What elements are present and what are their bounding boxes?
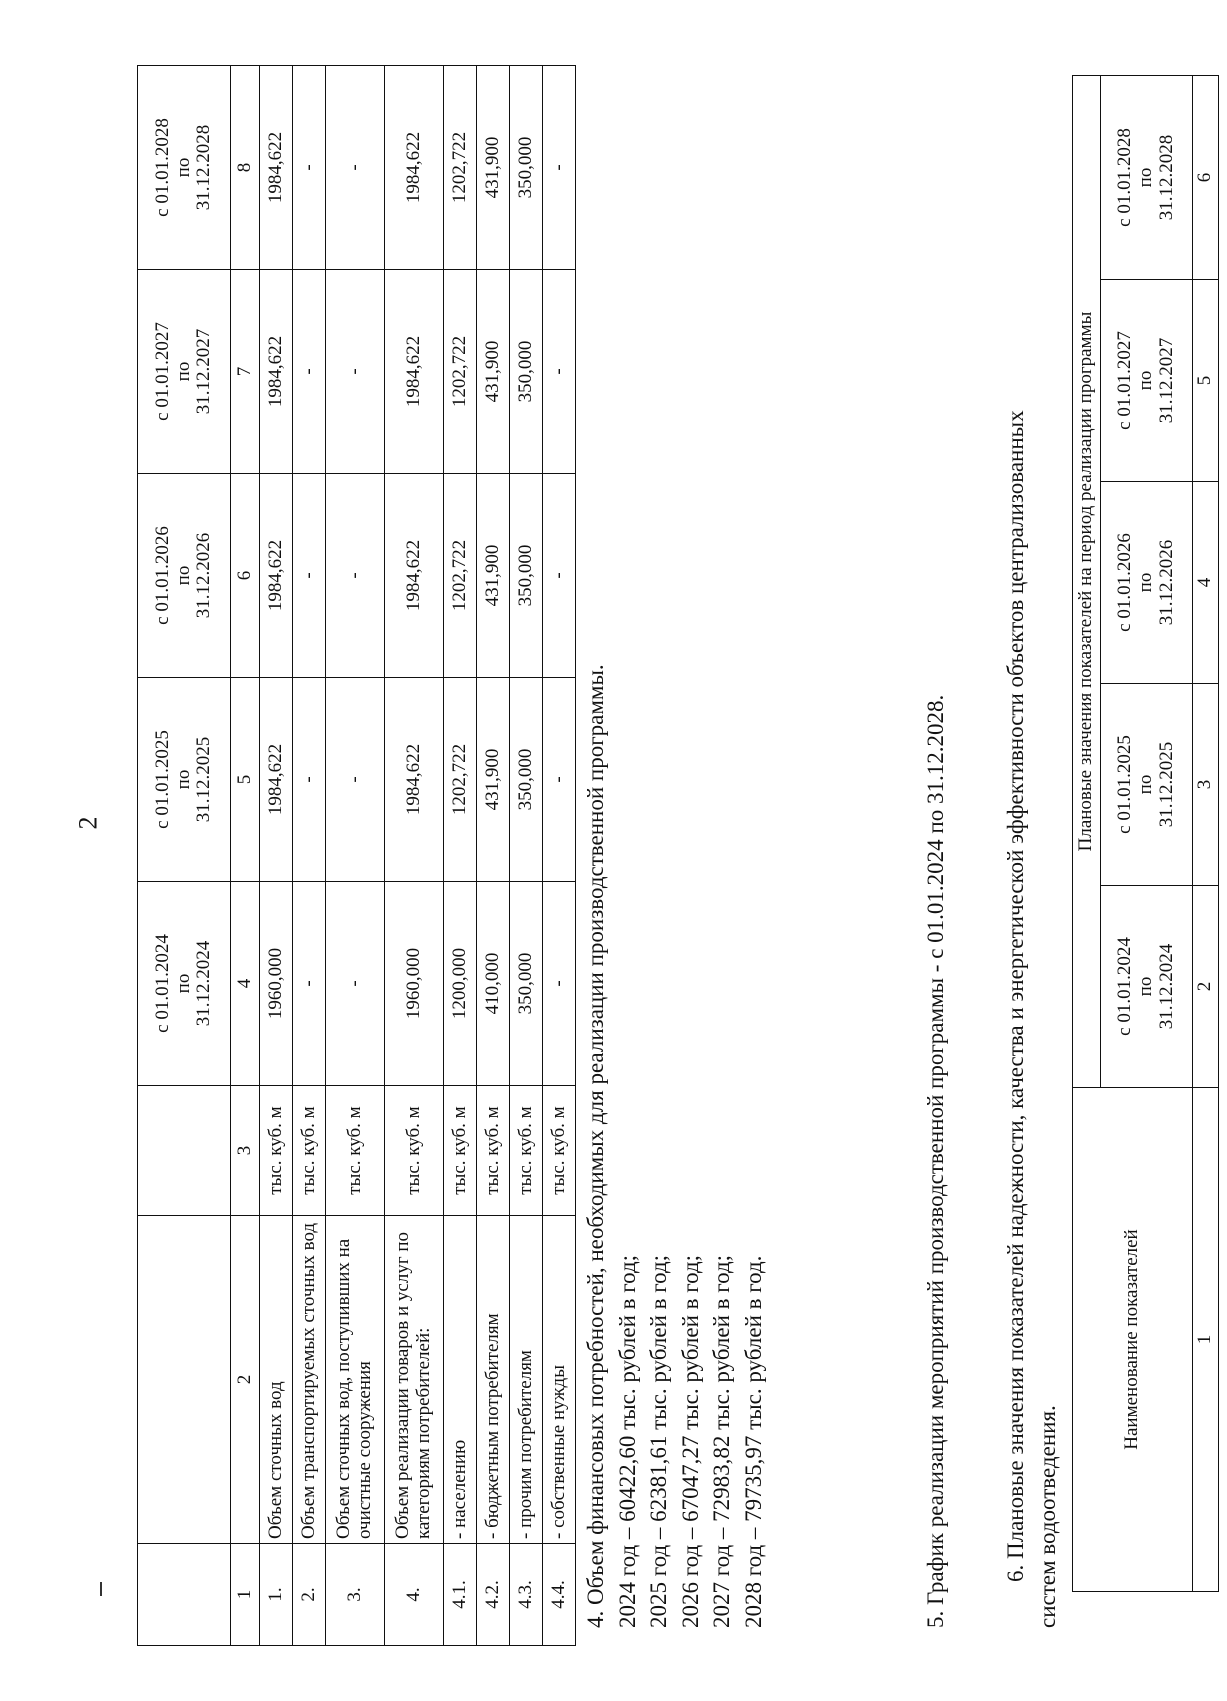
row-name: - прочим потребителям [510, 1216, 543, 1544]
column-number: 7 [231, 270, 260, 474]
row-number: 1. [260, 1544, 293, 1646]
row-number: 4. [385, 1544, 444, 1646]
period-header: с 01.01.2026 по 31.12.2026 [138, 474, 231, 678]
indicators-header-row [1073, 76, 1101, 1592]
row-value: 350,000 [510, 474, 543, 678]
row-unit: тыс. куб. м [385, 1086, 444, 1216]
row-value: 431,900 [477, 270, 510, 474]
section-4-financial-needs [580, 664, 769, 1628]
row-value: 431,900 [477, 66, 510, 270]
period-header: с 01.01.2025 по 31.12.2025 [138, 678, 231, 882]
table-row [260, 66, 293, 1646]
row-value: 1984,622 [385, 474, 444, 678]
row-name: - населению [444, 1216, 477, 1544]
period-header: с 01.01.2027 по 31.12.2027 [1101, 280, 1193, 482]
section-6-title-cont: систем водоотведения. [1034, 1405, 1060, 1628]
column-number: 3 [1193, 684, 1219, 886]
row-value: 1960,000 [260, 882, 293, 1086]
row-value: - [293, 882, 326, 1086]
row-number: 4.3. [510, 1544, 543, 1646]
period-header: с 01.01.2024 по 31.12.2024 [138, 882, 231, 1086]
row-value: 1202,722 [444, 678, 477, 882]
page-number: 2 [73, 816, 103, 830]
row-value: - [293, 66, 326, 270]
column-number: 3 [231, 1086, 260, 1216]
row-value: 431,900 [477, 474, 510, 678]
row-number: 3. [326, 1544, 385, 1646]
row-name: - бюджетным потребителям [477, 1216, 510, 1544]
period-header: с 01.01.2025 по 31.12.2025 [1101, 684, 1193, 886]
row-number: 4.1. [444, 1544, 477, 1646]
row-value: 1984,622 [260, 474, 293, 678]
period-header: с 01.01.2028 по 31.12.2028 [1101, 76, 1193, 280]
row-unit: тыс. куб. м [510, 1086, 543, 1216]
row-unit: тыс. куб. м [444, 1086, 477, 1216]
financial-line: 2027 год – 72983,82 тыс. рублей в год; [709, 1254, 734, 1628]
row-value: 1984,622 [260, 678, 293, 882]
table-row [510, 66, 543, 1646]
column-number: 5 [231, 678, 260, 882]
column-number: 4 [231, 882, 260, 1086]
row-value: - [326, 474, 385, 678]
header-cell-empty [138, 1086, 231, 1216]
row-name: Объем транспортируемых сточных вод [293, 1216, 326, 1544]
row-name: Объем реализации товаров и услуг по категориям потребителей: [385, 1216, 444, 1544]
section-4-title: 4. Объем финансовых потребностей, необходимых для реализации производственной программы. [583, 664, 608, 1628]
row-value: 410,000 [477, 882, 510, 1086]
row-value: 1984,622 [385, 66, 444, 270]
row-number: 2. [293, 1544, 326, 1646]
row-value: 1984,622 [385, 678, 444, 882]
table-row [293, 66, 326, 1646]
row-unit: тыс. куб. м [326, 1086, 385, 1216]
row-number: 4.4. [543, 1544, 576, 1646]
section-6-title: 6. Плановые значения показателей надежности, качества и энергетической эффективности объектов централизованных [1003, 410, 1028, 1582]
section-5-schedule [920, 695, 952, 1628]
row-value: 1984,622 [385, 270, 444, 474]
column-number: 2 [1193, 886, 1219, 1088]
row-unit: тыс. куб. м [260, 1086, 293, 1216]
row-value: - [293, 474, 326, 678]
financial-line: 2025 год – 62381,61 тыс. рублей в год; [646, 1254, 671, 1628]
row-value: - [543, 678, 576, 882]
row-value: 1984,622 [260, 66, 293, 270]
row-value: 350,000 [510, 882, 543, 1086]
header-cell-empty [138, 1216, 231, 1544]
column-number: 4 [1193, 482, 1219, 684]
period-header: с 01.01.2027 по 31.12.2027 [138, 270, 231, 474]
row-value: - [543, 270, 576, 474]
column-number: 5 [1193, 280, 1219, 482]
row-name: Объем сточных вод, поступивших на очистные сооружения [326, 1216, 385, 1544]
column-number: 6 [231, 474, 260, 678]
section-5-title: 5. График реализации мероприятий производственной программы - с 01.01.2024 по 31.12.2028. [923, 694, 948, 1628]
column-number-row [1193, 76, 1219, 1592]
table-row [444, 66, 477, 1646]
row-value: - [293, 270, 326, 474]
row-name: Объем сточных вод [260, 1216, 293, 1544]
row-value: 350,000 [510, 270, 543, 474]
row-value: - [326, 66, 385, 270]
row-unit: тыс. куб. м [477, 1086, 510, 1216]
financial-line: 2028 год – 79735,97 тыс. рублей в год. [740, 1255, 766, 1628]
indicator-name-header: Наименование показателей [1073, 1088, 1193, 1592]
rotated-content [137, 66, 1227, 1646]
period-header: с 01.01.2024 по 31.12.2024 [1101, 886, 1193, 1088]
period-header: с 01.01.2026 по 31.12.2026 [1101, 482, 1193, 684]
margin-mark [100, 1582, 102, 1596]
table-row [385, 66, 444, 1646]
planned-values-header: Плановые значения показателей на период реализации программы [1073, 76, 1101, 1088]
indicators-table [1072, 75, 1219, 1592]
row-value: 1202,722 [444, 474, 477, 678]
row-value: 1984,622 [260, 270, 293, 474]
header-cell-empty [138, 1544, 231, 1646]
column-number: 1 [1193, 1088, 1219, 1592]
row-number: 4.2. [477, 1544, 510, 1646]
row-value: - [543, 474, 576, 678]
row-value: 350,000 [510, 66, 543, 270]
table-header-row [138, 66, 231, 1646]
row-value: 1202,722 [444, 270, 477, 474]
table-row [543, 66, 576, 1646]
production-volume-table [137, 65, 576, 1646]
row-value: - [326, 678, 385, 882]
column-number: 8 [231, 66, 260, 270]
row-value: 350,000 [510, 678, 543, 882]
row-value: 1200,000 [444, 882, 477, 1086]
period-header: с 01.01.2028 по 31.12.2028 [138, 66, 231, 270]
row-value: - [326, 882, 385, 1086]
column-number: 1 [231, 1544, 260, 1646]
row-value: 1960,000 [385, 882, 444, 1086]
row-value: - [543, 66, 576, 270]
section-6-indicators [1000, 410, 1063, 1628]
row-value: - [543, 882, 576, 1086]
financial-line: 2024 год – 60422,60 тыс. рублей в год; [614, 1254, 640, 1628]
row-value: - [293, 678, 326, 882]
column-number: 2 [231, 1216, 260, 1544]
row-unit: тыс. куб. м [543, 1086, 576, 1216]
table-row [326, 66, 385, 1646]
row-unit: тыс. куб. м [293, 1086, 326, 1216]
column-number: 6 [1193, 76, 1219, 280]
financial-line: 2026 год – 67047,27 тыс. рублей в год; [677, 1254, 703, 1628]
table-row [477, 66, 510, 1646]
row-value: - [326, 270, 385, 474]
row-name: - собственные нужды [543, 1216, 576, 1544]
column-number-row [231, 66, 260, 1646]
row-value: 431,900 [477, 678, 510, 882]
row-value: 1202,722 [444, 66, 477, 270]
